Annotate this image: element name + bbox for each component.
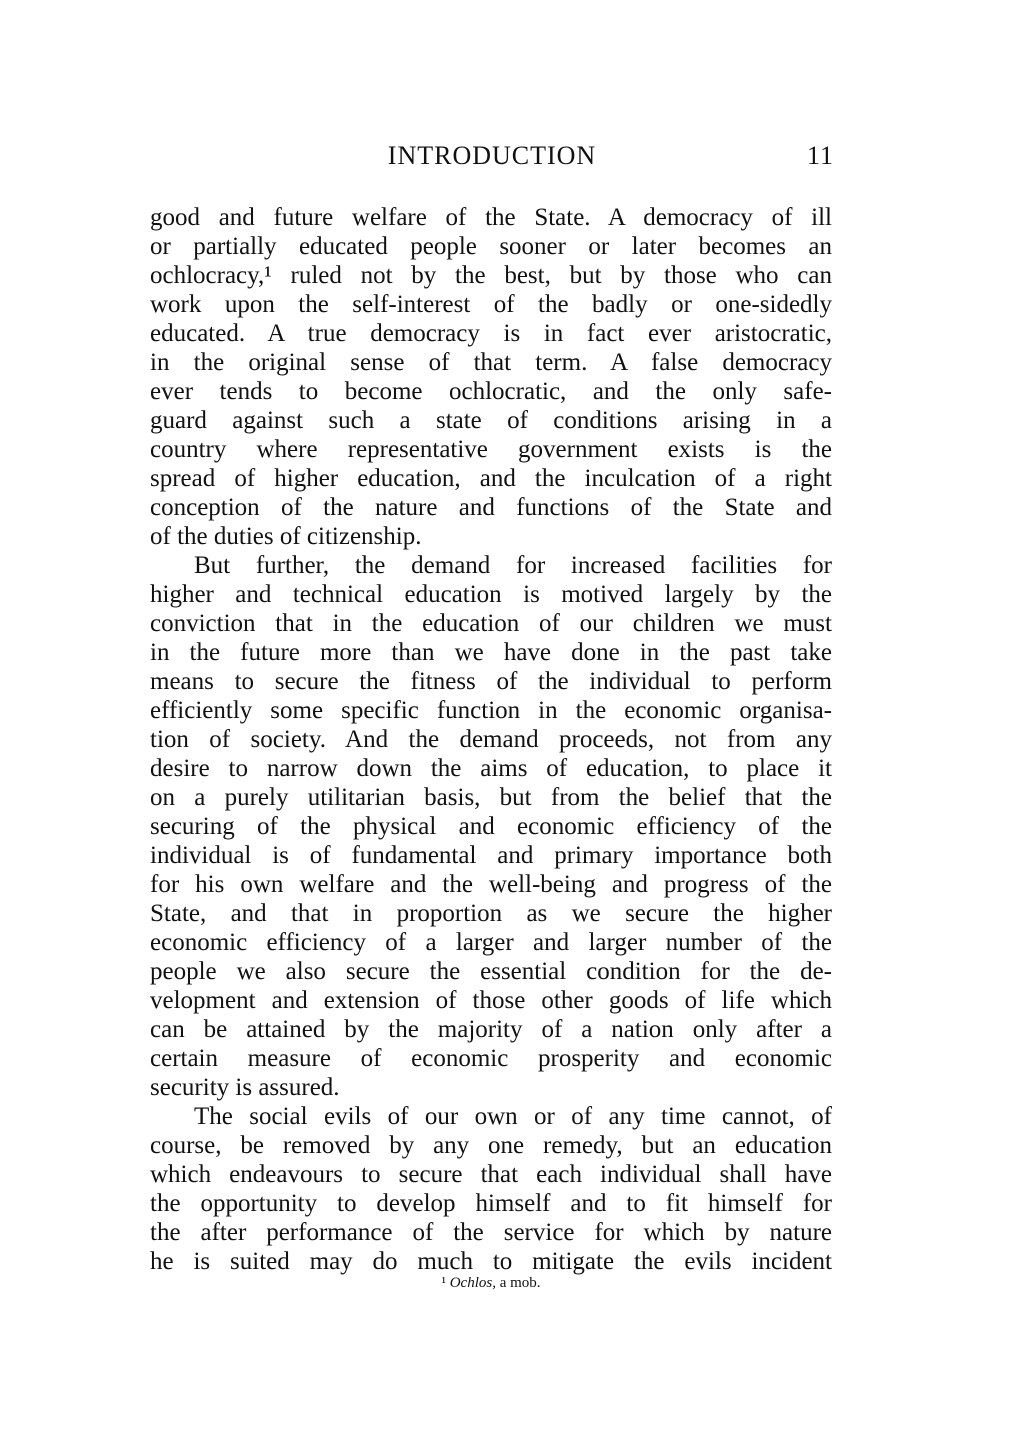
text-line: desire to narrow down the aims of education, to place it xyxy=(150,755,832,782)
text-line: ever tends to become ochlocratic, and the only safe- xyxy=(150,378,832,405)
text-line: conception of the nature and functions of the State and xyxy=(150,494,832,521)
text-line: higher and technical education is motived largely by the xyxy=(150,581,832,608)
text-line: in the original sense of that term. A false democracy xyxy=(150,349,832,376)
text-line: good and future welfare of the State. A democracy of ill xyxy=(150,204,832,231)
text-line: economic efficiency of a larger and larger number of the xyxy=(150,929,832,956)
footnote-term: Ochlos, xyxy=(449,1275,496,1291)
text-line: people we also secure the essential condition for the de- xyxy=(150,958,832,985)
text-line: State, and that in proportion as we secure the higher xyxy=(150,900,832,927)
text-line: in the future more than we have done in the past take xyxy=(150,639,832,666)
text-line: security is assured. xyxy=(150,1074,340,1101)
text-line: he is suited may do much to mitigate the evils incident xyxy=(150,1248,832,1275)
header-title: INTRODUCTION xyxy=(387,141,597,170)
footnote xyxy=(150,1275,832,1292)
text-line: ochlocracy,¹ ruled not by the best, but by those who can xyxy=(150,262,832,289)
text-line: tion of society. And the demand proceeds, not from any xyxy=(150,726,832,753)
text-line: But further, the demand for increased facilities for xyxy=(194,552,832,579)
text-line: spread of higher education, and the inculcation of a right xyxy=(150,465,832,492)
text-line: velopment and extension of those other goods of life which xyxy=(150,987,832,1014)
text-line: securing of the physical and economic efficiency of the xyxy=(150,813,832,840)
text-line: individual is of fundamental and primary importance both xyxy=(150,842,832,869)
text-line: for his own welfare and the well-being and progress of the xyxy=(150,871,832,898)
text-line: efficiently some specific function in the economic organisa- xyxy=(150,697,832,724)
page-number: 11 xyxy=(806,141,834,170)
footnote-marker: ¹ xyxy=(441,1275,446,1291)
text-line: means to secure the fitness of the individual to perform xyxy=(150,668,832,695)
text-line: certain measure of economic prosperity and economic xyxy=(150,1045,832,1072)
text-line: guard against such a state of conditions arising in a xyxy=(150,407,832,434)
text-line: the opportunity to develop himself and to fit himself for xyxy=(150,1190,832,1217)
text-line: can be attained by the majority of a nation only after a xyxy=(150,1016,832,1043)
footnote-definition: a mob. xyxy=(499,1275,541,1291)
text-line: country where representative government exists is the xyxy=(150,436,832,463)
text-line: educated. A true democracy is in fact ever aristocratic, xyxy=(150,320,832,347)
running-header xyxy=(150,141,834,177)
text-line: work upon the self-interest of the badly or one-sidedly xyxy=(150,291,832,318)
text-line: of the duties of citizenship. xyxy=(150,523,422,550)
text-line: which endeavours to secure that each individual shall have xyxy=(150,1161,832,1188)
text-line: The social evils of our own or of any time cannot, of xyxy=(194,1103,832,1130)
text-line: course, be removed by any one remedy, but an education xyxy=(150,1132,832,1159)
text-line: or partially educated people sooner or later becomes an xyxy=(150,233,832,260)
text-line: the after performance of the service for which by nature xyxy=(150,1219,832,1246)
text-line: conviction that in the education of our children we must xyxy=(150,610,832,637)
text-line: on a purely utilitarian basis, but from the belief that the xyxy=(150,784,832,811)
